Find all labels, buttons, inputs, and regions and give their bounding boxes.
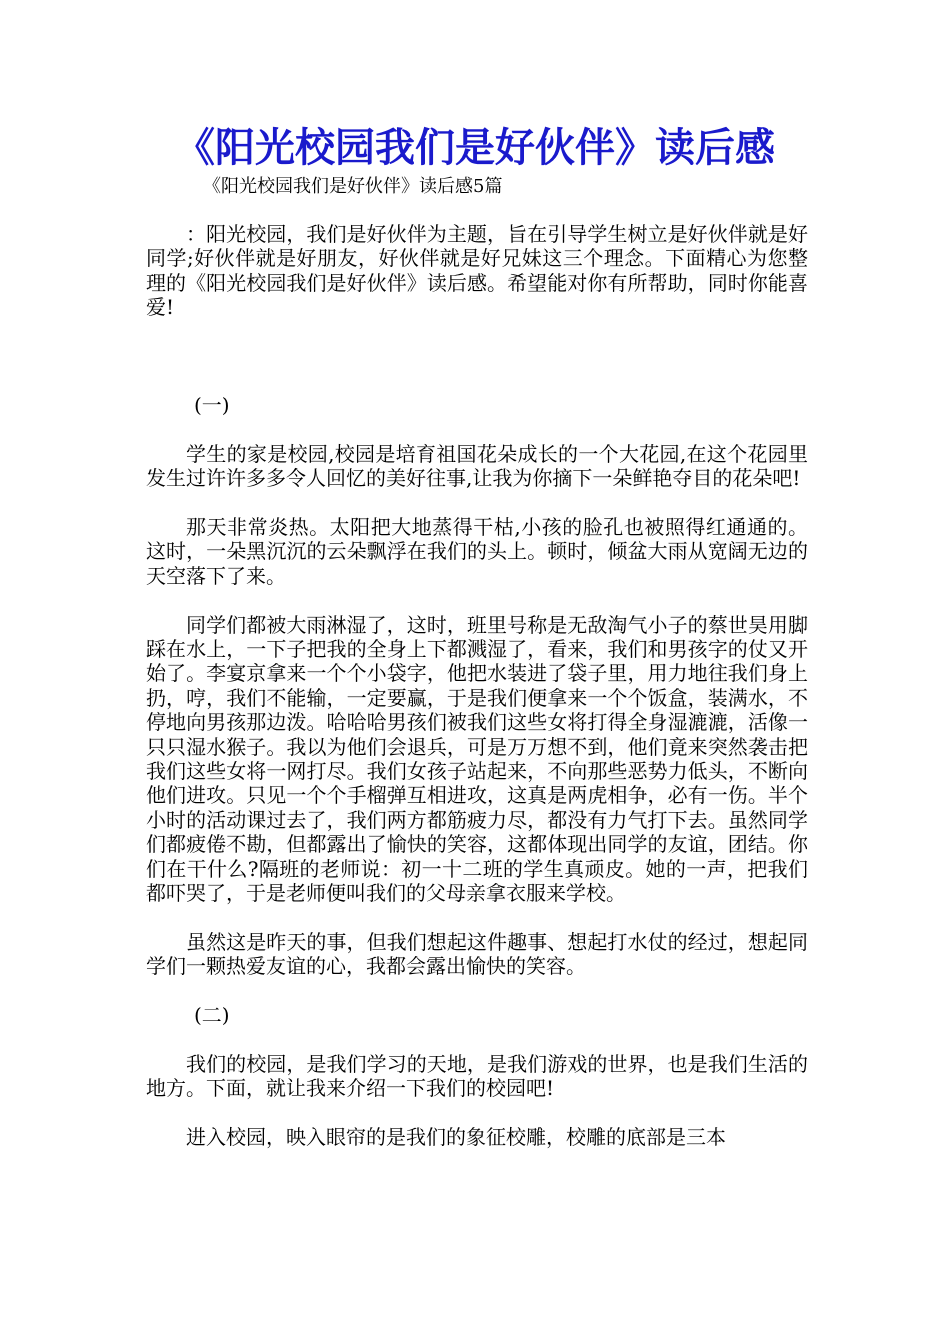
paragraph: 学生的家是校园,校园是培育祖国花朵成长的一个大花园,在这个花园里发生过许许多多令人回忆的美好往事,让我为你摘下一朵鲜艳夺目的花朵吧! — [146, 441, 808, 491]
document-body — [146, 222, 808, 1150]
paragraph: 进入校园，映入眼帘的是我们的象征校雕，校雕的底部是三本 — [186, 1125, 726, 1150]
document-title: 《阳光校园我们是好伙伴》读后感 — [175, 125, 775, 171]
paragraph: 那天非常炎热。太阳把大地蒸得干枯,小孩的脸孔也被照得红通通的。这时，一朵黑沉沉的云朵飘浮在我们的头上。顿时，倾盆大雨从宽阔无边的天空落下了来。 — [146, 515, 808, 588]
section-heading-1: (一) — [194, 393, 230, 418]
document-subtitle: 《阳光校园我们是好伙伴》读后感5篇 — [203, 176, 503, 197]
intro-paragraph: ：阳光校园，我们是好伙伴为主题，旨在引导学生树立是好伙伴就是好同学;好伙伴就是好朋友，好伙伴就是好兄妹这三个理念。下面精心为您整理的《阳光校园我们是好伙伴》读后感。希望能对你有所帮助，同时你能喜爱! — [146, 222, 808, 320]
paragraph: 我们的校园，是我们学习的天地，是我们游戏的世界，也是我们生活的地方。下面，就让我来介绍一下我们的校园吧! — [146, 1051, 808, 1101]
section-heading-2: (二) — [194, 1003, 230, 1028]
paragraph: 虽然这是昨天的事，但我们想起这件趣事、想起打水仗的经过，想起同学们一颗热爱友谊的心，我都会露出愉快的笑容。 — [146, 929, 808, 979]
paragraph: 同学们都被大雨淋湿了，这时，班里号称是无敌淘气小子的蔡世昊用脚踩在水上，一下子把我的全身上下都溅湿了，看来，我们和男孩字的仗又开始了。李宴京拿来一个个小袋字，他把水装进了袋子里，用力地往我们身上扔，哼，我们不能输，一定要赢，于是我们便拿来一个个饭盒，装满水，不停地向男孩那边泼。哈哈哈男孩们被我们这些女将打得全身湿漉漉，活像一只只湿水猴子。我以为他们会退兵，可是万万想不到，他们竟来突然袭击把我们这些女将一网打尽。我们女孩子站起来，不向那些恶势力低头，不断向他们进攻。只见一个个手榴弹互相进攻，这真是两虎相争，必有一伤。半个小时的活动课过去了，我们两方都筋疲力尽，都没有力气打下去。虽然同学们都疲倦不勘，但都露出了愉快的笑容，这都体现出同学的友谊，团结。你们在干什么?隔班的老师说：初一十二班的学生真顽皮。她的一声，把我们都吓哭了，于是老师便叫我们的父母亲拿衣服来学校。 — [146, 612, 808, 906]
